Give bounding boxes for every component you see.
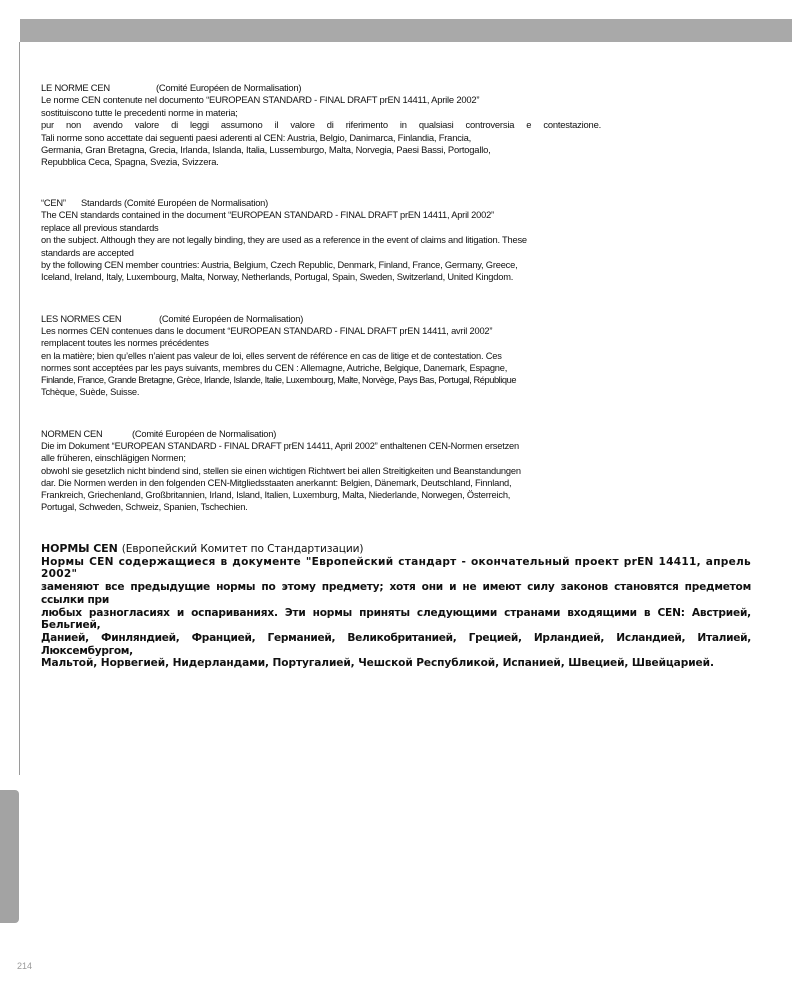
section-org: Standards (Comité Européen de Normalisation) bbox=[81, 198, 269, 208]
text-line: alle früheren, einschlägigen Normen; bbox=[41, 453, 186, 464]
text-line: en la matière; bien qu’elles n’aient pas valeur de loi, elles servent de référence en cas de litige et de contestation. Ces bbox=[41, 350, 502, 361]
text-line: заменяют все предыдущие нормы по этому предмету; хотя они и не имеют силу законов становятся предметом ссылки при bbox=[41, 581, 751, 606]
text-line: by the following CEN member countries: Austria, Belgium, Czech Republic, Denmark, Finland, France, Germany, Greece, bbox=[41, 260, 518, 271]
section-label: NORMEN CEN bbox=[41, 429, 103, 439]
section-french bbox=[41, 313, 581, 398]
text-line: Данией, Финляндией, Францией, Германией, Великобританией, Грецией, Ирландией, Исландией, Италией, Люксембургом, bbox=[41, 631, 751, 657]
text-line: Die im Dokument “EUROPEAN STANDARD - FINAL DRAFT prEN 14411, April 2002” enthaltenen CEN-Normen ersetzen bbox=[41, 441, 519, 452]
text-line: normes sont acceptées par les pays suivants, membres du CEN : Allemagne, Autriche, Belgique, Danemark, Espagne, bbox=[41, 362, 508, 373]
section-heading bbox=[41, 428, 591, 440]
text-line: Нормы CEN содержащиеся в документе "Европейский стандарт - окончательный проект prEN 14411, апрель 2002" bbox=[41, 555, 751, 581]
section-russian bbox=[41, 543, 751, 670]
text-line: Les normes CEN contenues dans le document “EUROPEAN STANDARD - FINAL DRAFT prEN 14411, avril 2002” bbox=[41, 326, 493, 337]
text-line: remplacent toutes les normes précédentes bbox=[41, 338, 209, 349]
text-line: standards are accepted bbox=[41, 247, 134, 258]
section-heading bbox=[41, 543, 751, 556]
text-line: любых разногласиях и оспариваниях. Эти нормы приняты следующими странами входящими в CEN: Австрией, Бельгией, bbox=[41, 606, 751, 632]
text-line: obwohl sie gesetzlich nicht bindend sind, stellen sie einen wichtigen Richtwert bei allen Streitigkeiten und Beanstandungen bbox=[41, 465, 521, 476]
text-line: Germania, Gran Bretagna, Grecia, Irlanda, Islanda, Italia, Lussemburgo, Malta, Norvegia, Paesi Bassi, Portogallo, bbox=[41, 144, 491, 156]
section-heading bbox=[41, 197, 581, 209]
section-org: (Comité Européen de Normalisation) bbox=[156, 82, 302, 93]
text-line: Мальтой, Норвегией, Нидерландами, Португалией, Чешской Республикой, Испанией, Швецией, Швейцарией. bbox=[41, 657, 714, 670]
page-number: 214 bbox=[17, 961, 33, 971]
section-german bbox=[41, 428, 591, 513]
section-english bbox=[41, 197, 581, 284]
text-line: Frankreich, Griechenland, Großbritannien, Irland, Island, Italien, Luxemburg, Malta, Niederlande, Norwegen, Österreich, bbox=[41, 490, 511, 501]
text-line: sostituiscono tutte le precedenti norme in materia; bbox=[41, 106, 238, 118]
section-org: (Европейский Комитет по Стандартизации) bbox=[121, 543, 364, 555]
text-line: Le norme CEN contenute nel documento “EUROPEAN STANDARD - FINAL DRAFT prEN 14411, Aprile 2002” bbox=[41, 94, 480, 106]
section-heading bbox=[41, 313, 581, 325]
section-label: “CEN” bbox=[41, 198, 66, 208]
text-line: Portugal, Schweden, Schweiz, Spanien, Tschechien. bbox=[41, 502, 248, 513]
text-line: Iceland, Ireland, Italy, Luxembourg, Malta, Norway, Netherlands, Portugal, Spain, Sweden, Switzerland, United Kingdom. bbox=[41, 272, 514, 283]
text-line: on the subject. Although they are not legally binding, they are used as a reference in the event of claims and litigation. These bbox=[41, 235, 527, 246]
section-label: НОРМЫ CEN bbox=[41, 542, 118, 555]
text-line: Tali norme sono accettate dai seguenti paesi aderenti al CEN: Austria, Belgio, Danimarca, Finlandia, Francia, bbox=[41, 131, 471, 143]
section-label: LE NORME CEN bbox=[41, 82, 110, 93]
text-line: replace all previous standards bbox=[41, 222, 159, 233]
text-line: Finlande, France, Grande Bretagne, Grèce, Irlande, Islande, Italie, Luxembourg, Malte, Norvège, Pays Bas, Portugal, République bbox=[41, 375, 517, 386]
text-line: Repubblica Ceca, Spagna, Svezia, Svizzera. bbox=[41, 156, 219, 168]
header-bar bbox=[20, 19, 792, 42]
text-line: dar. Die Normen werden in den folgenden CEN-Mitgliedsstaaten anerkannt: Belgien, Dänemark, Deutschland, Finnland, bbox=[41, 477, 512, 488]
section-italian bbox=[41, 82, 601, 169]
section-org: (Comité Européen de Normalisation) bbox=[159, 314, 304, 324]
text-line: The CEN standards contained in the document “EUROPEAN STANDARD - FINAL DRAFT prEN 14411, April 2002” bbox=[41, 210, 494, 221]
section-heading bbox=[41, 82, 601, 94]
text-line: Tchèque, Suède, Suisse. bbox=[41, 387, 140, 398]
text-line: pur non avendo valore di leggi assumono il valore di riferimento in qualsiasi controversia e contestazione. bbox=[41, 119, 601, 131]
section-label: LES NORMES CEN bbox=[41, 314, 122, 324]
side-tab bbox=[0, 790, 19, 923]
section-org: (Comité Européen de Normalisation) bbox=[132, 429, 277, 439]
left-margin-rule bbox=[19, 42, 20, 775]
